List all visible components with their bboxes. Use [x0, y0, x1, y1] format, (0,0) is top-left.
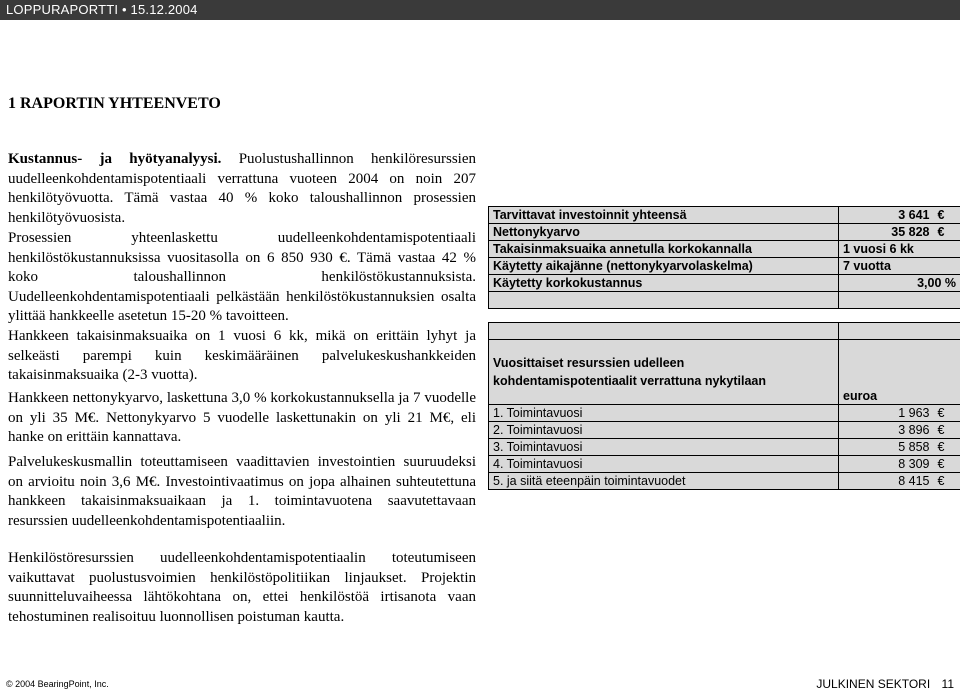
report-header-bar: [0, 0, 960, 20]
table-cell-value: 8 309: [839, 456, 934, 473]
paragraph-body: Prosessien yhteenlaskettu uudelleenkohdentamispotentiaali henkilöstökustannuksissa vuositasolla on 6 850 930 €. Tämä vastaa 42 % koko taloushallinnon henkilöstökustannuksista. Uudelleenkohdentamispotentiaali pelkästään henkilöstökustannuksien osalta ylittää hankkeelle asetetun 15-20 % tavoitteen.: [8, 229, 476, 327]
table-cell-label: Käytetty aikajänne (nettonykyarvolaskelma): [489, 258, 839, 275]
table-row: [489, 456, 960, 473]
section-title: 1 RAPORTIN YHTEENVETO: [8, 95, 221, 113]
table-cell-unit: €: [934, 439, 960, 456]
paragraph-body: Hankkeen nettonykyarvo, laskettuna 3,0 % korkokustannuksella ja 7 vuodelle on yli 35 M€. Nettonykyarvo 5 vuodelle laskettunakin on yli 21 M€, eli hanke on erittäin kannattava.: [8, 389, 476, 448]
table-cell-label: 1. Toimintavuosi: [489, 405, 839, 422]
reallocation-potential-table: [488, 322, 960, 490]
table-cell-unit: €: [934, 224, 960, 241]
table-cell-value: 7 vuotta: [839, 258, 960, 275]
table-cell-value: 5 858: [839, 439, 934, 456]
table-row: [489, 473, 960, 490]
table-cell-unit: €: [934, 456, 960, 473]
footer-right: [808, 677, 954, 691]
table-cell-label: Tarvittavat investoinnit yhteensä: [489, 207, 839, 224]
paragraph-investment: [8, 453, 476, 531]
report-header-text: LOPPURAPORTTI • 15.12.2004: [6, 2, 198, 17]
table-cell-value: 3 896: [839, 422, 934, 439]
paragraph-body: Puolustushallinnon henkilöresurssien uudelleenkohdentamispotentiaali verrattuna vuoteen 2004 on noin 207 henkilötyövuotta. Tämä vastaa 40 % koko taloushallinnon prosessien henkilötyövuosista.: [8, 151, 476, 226]
investment-summary-table: [488, 206, 960, 309]
table-cell-unit: €: [934, 207, 960, 224]
table-row: [489, 422, 960, 439]
table-cell-label: Käytetty korkokustannus: [489, 275, 839, 292]
table-row: [489, 405, 960, 422]
table-cell-label: 3. Toimintavuosi: [489, 439, 839, 456]
table-cell-label: 4. Toimintavuosi: [489, 456, 839, 473]
paragraph-cost-benefit: [8, 150, 476, 228]
table-cell-label: 5. ja siitä eteenpäin toimintavuodet: [489, 473, 839, 490]
footer-copyright: © 2004 BearingPoint, Inc.: [6, 679, 109, 689]
paragraph-lead: Kustannus- ja hyötyanalyysi.: [8, 151, 221, 167]
table-row-blank: [489, 323, 960, 340]
table-cell-unit: €: [934, 473, 960, 490]
paragraph-hr-policy: [8, 549, 476, 627]
table-cell-label: Takaisinmaksuaika annetulla korkokannalla: [489, 241, 839, 258]
table-heading-line: kohdentamispotentiaalit verrattuna nykytilaan: [493, 372, 834, 390]
table-cell-value: 1 vuosi 6 kk: [839, 241, 960, 258]
table-row-blank: [489, 292, 960, 309]
table-row: [489, 439, 960, 456]
table-row: [489, 258, 960, 275]
table-unit-header: euroa: [839, 340, 960, 405]
paragraph-body: Henkilöstöresurssien uudelleenkohdentamispotentiaalin toteutumiseen vaikuttavat puolustusvoimien henkilöstöpolitiikan linjaukset. Projektin suunnitteluvaiheessa lähtökohtana on, ettei henkilöstöä irtisanota vaan tehostuminen realisoituu luonnollisen poistuman kautta.: [8, 549, 476, 627]
table-cell-unit: €: [934, 405, 960, 422]
table-cell-label: 2. Toimintavuosi: [489, 422, 839, 439]
table-row: [489, 224, 960, 241]
page-number: 11: [942, 677, 954, 691]
table-cell-value: 35 828: [839, 224, 934, 241]
table-row: [489, 241, 960, 258]
table-heading-line: Vuosittaiset resurssien udelleen: [493, 354, 834, 372]
paragraph-payback: [8, 327, 476, 386]
paragraph-body: Hankkeen takaisinmaksuaika on 1 vuosi 6 kk, mikä on erittäin lyhyt ja selkeästi parempi kuin keskimääräinen palvelukeskushankkeiden takaisinmaksuaika (2-3 vuotta).: [8, 327, 476, 386]
paragraph-process-potential: [8, 229, 476, 327]
table-cell-label: Nettonykyarvo: [489, 224, 839, 241]
table-cell-unit: €: [934, 422, 960, 439]
table-heading: [489, 340, 839, 405]
table-cell-value: 8 415: [839, 473, 934, 490]
paragraph-body: Palvelukeskusmallin toteuttamiseen vaadittavien investointien suuruudeksi on arvioitu noin 3,6 M€. Investointivaatimus on jopa alhainen suhteutettuna hankkeen takaisinmaksuaikaan ja 1. toimintavuotena saavutettavaan resurssien uudelleenkohdentamispotentiaaliin.: [8, 453, 476, 531]
table-row: [489, 207, 960, 224]
table-cell-value: 3,00 %: [839, 275, 960, 292]
table-cell-value: 3 641: [839, 207, 934, 224]
footer-section: JULKINEN SEKTORI: [816, 677, 930, 691]
table-row: [489, 275, 960, 292]
paragraph-npv: [8, 389, 476, 448]
table-header-row: [489, 340, 960, 405]
table-cell-value: 1 963: [839, 405, 934, 422]
